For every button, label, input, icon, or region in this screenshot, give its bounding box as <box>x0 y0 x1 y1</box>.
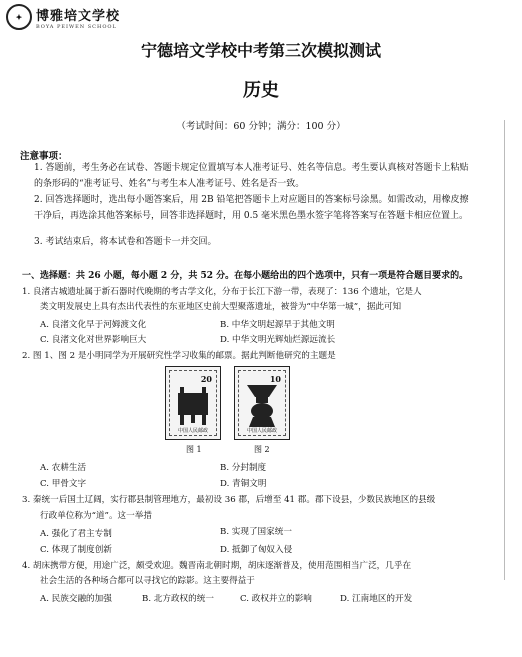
q3-option-c: C. 体现了制度创新 <box>40 545 112 555</box>
exam-title: 宁德培文学校中考第三次模拟测试 <box>140 41 381 60</box>
notice-item-1: 1. 答题前，考生务必在试卷、答题卡规定位置填写本人准考证号、姓名等信息。考生要认真核对答题卡上粘贴的条形码的“准考证号、姓名”与考生本人准考证号、姓名是否一致。 <box>34 163 469 189</box>
figure-2-caption: 图 2 <box>254 445 270 454</box>
q4-stem-line1: 4. 胡床携带方便，用途广泛，颇受欢迎。魏晋南北朝时期，胡床逐渐普及，使用范围相当广泛，几乎在 <box>22 561 412 571</box>
stamp-figure-2 <box>234 366 290 440</box>
school-logo <box>6 4 120 30</box>
q3-option-a: A. 强化了君主专制 <box>40 529 112 539</box>
school-seal-icon: ✦ <box>6 4 32 30</box>
q2-stem: 2. 图 1、图 2 是小明同学为开展研究性学习收集的邮票。据此判断他研究的主题是 <box>22 351 336 361</box>
subject-title: 历史 <box>243 80 279 101</box>
q1-option-b: B. 中华文明起源早于其他文明 <box>220 320 335 330</box>
q2-option-b: B. 分封制度 <box>220 463 267 473</box>
q2-option-c: C. 甲骨文字 <box>40 479 87 489</box>
q4-option-d: D. 江南地区的开发 <box>340 594 413 604</box>
notice-item-2: 2. 回答选择题时，选出每小题答案后，用 2B 铅笔把答题卡上对应题目的答案标号涂黑。如需改动，用橡皮擦干净后，再选涂其他答案标号，回答非选择题时，用 0.5 毫米黑色墨水签字笔将答案写在答题卡相应位置上。 <box>34 195 469 221</box>
exam-info: （考试时间：60 分钟；满分：100 分） <box>176 121 346 132</box>
logo-subtitle: BOYA PEIWEN SCHOOL <box>36 23 117 30</box>
q3-stem-line2: 行政单位称为“道”。这一举措 <box>40 511 152 521</box>
stamp1-value: 20 <box>200 374 212 384</box>
q1-option-a: A. 良渚文化早于河姆渡文化 <box>40 320 147 330</box>
q2-option-a: A. 农耕生活 <box>40 463 87 473</box>
q4-option-a: A. 民族交融的加强 <box>40 594 112 604</box>
stamp2-value: 10 <box>269 374 281 384</box>
q4-option-c: C. 政权并立的影响 <box>240 594 312 604</box>
section-intro: 一、选择题：共 26 小题，每小题 2 分，共 52 分。在每小题给出的四个选项中，只有一项是符合题目要求的。 <box>22 271 469 281</box>
q3-option-d: D. 抵御了匈奴入侵 <box>220 545 293 555</box>
q3-stem-line1: 3. 秦统一后国土辽阔，实行郡县制管理地方，最初设 36 郡，后增至 41 郡。郡下设县，少数民族地区的县级 <box>22 495 436 505</box>
q3-option-b: B. 实现了国家统一 <box>220 527 292 537</box>
q4-option-b: B. 北方政权的统一 <box>142 594 214 604</box>
q2-option-d: D. 青铜文明 <box>220 479 267 489</box>
notice-item-3: 3. 考试结束后，将本试卷和答题卡一并交回。 <box>34 237 217 247</box>
stamp2-footer: 中国人民邮政 <box>246 428 277 434</box>
q1-option-c: C. 良渚文化对世界影响巨大 <box>40 335 147 345</box>
stamp-figure-1 <box>165 366 221 440</box>
figure-1-caption: 图 1 <box>186 445 202 454</box>
q1-stem-line1: 1. 良渚古城遗址属于新石器时代晚期的考古学文化，分布于长江下游一带，表现了：136 个遗址，它是人 <box>22 287 422 297</box>
stamp1-footer: 中国人民邮政 <box>177 428 208 434</box>
q1-stem-line2: 类文明发展史上具有杰出代表性的东亚地区史前大型聚落遗址，被誉为“中华第一城”，据此可知 <box>40 302 402 312</box>
page-edge-line <box>504 120 505 580</box>
notice-heading: 注意事项： <box>20 151 68 162</box>
q1-option-d: D. 中华文明光辉灿烂源远流长 <box>220 335 336 345</box>
logo-text: 博雅培文学校 <box>36 8 121 24</box>
q4-stem-line2: 社会生活的各种场合都可以寻找它的踪影。这主要得益于 <box>40 576 255 586</box>
